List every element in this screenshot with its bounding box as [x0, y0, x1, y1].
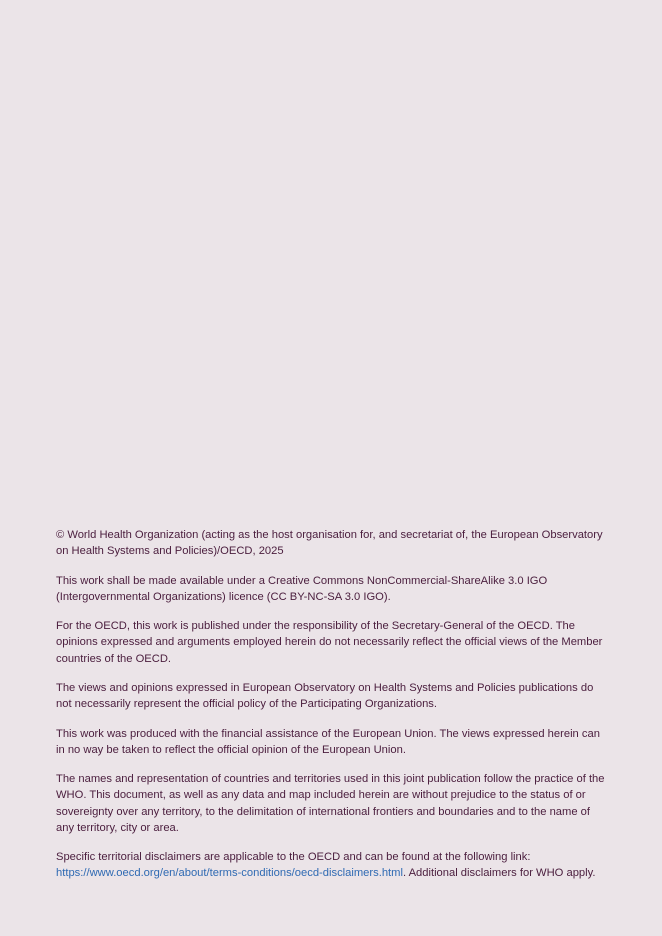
legal-notice [56, 527, 608, 882]
disclaimers-suffix: . Additional disclaimers for WHO apply. [402, 867, 596, 880]
disclaimers-prefix: Specific territorial disclaimers are applicable to the OECD and can be found at the following link: [56, 851, 531, 864]
licence-paragraph: This work shall be made available under a Creative Commons NonCommercial-ShareAlike 3.0 IGO (Intergovernmental Organizations) licence (CC BY-NC-SA 3.0 IGO). [56, 574, 548, 603]
eu-funding-paragraph: This work was produced with the financial assistance of the European Union. The views expressed herein can in no way be taken to reflect the official opinion of the European Union. [56, 727, 600, 756]
names-representation-paragraph: The names and representation of countries and territories used in this joint publication follow the practice of the WHO. This document, as well as any data and map included herein are without prejudice to the status of or sovereignty over any territory, to the delimitation of international frontiers and boundaries and to the name of any territory, city or area. [56, 773, 605, 834]
observatory-views-paragraph: The views and opinions expressed in European Observatory on Health Systems and Policies publications do not necessarily represent the official policy of the Participating Organizations. [56, 681, 594, 711]
oecd-responsibility-paragraph: For the OECD, this work is published under the responsibility of the Secretary-General of the OECD. The opinions expressed and arguments employed herein do not necessarily reflect the official views of the Member countries of the OECD. [56, 620, 603, 665]
copyright-paragraph: © World Health Organization (acting as the host organisation for, and secretariat of, the European Observatory on Health Systems and Policies)/OECD, 2025 [56, 529, 603, 558]
disclaimers-paragraph [56, 849, 608, 881]
oecd-disclaimers-link[interactable]: https://www.oecd.org/en/about/terms-conditions/oecd-disclaimers.html [56, 867, 403, 880]
